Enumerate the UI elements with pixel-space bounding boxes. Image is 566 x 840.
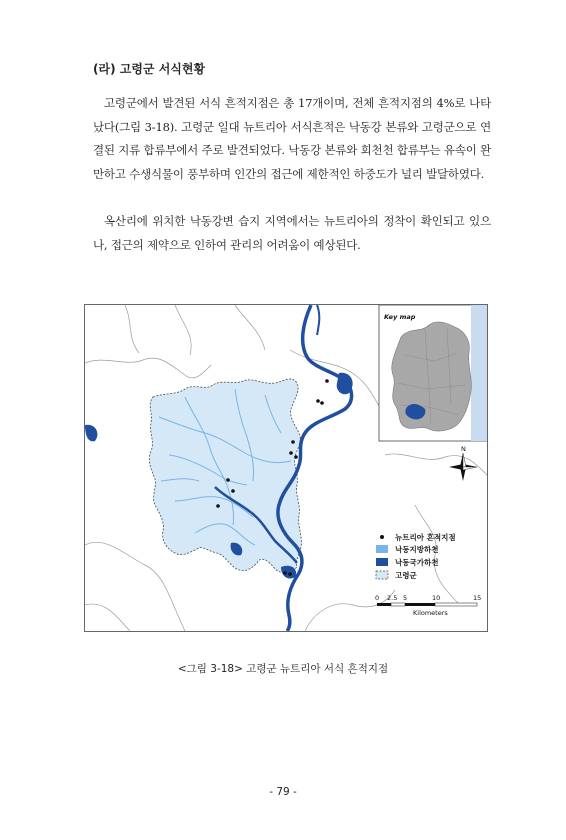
nutria-point <box>289 451 293 455</box>
scale-tick-3: 10 <box>432 594 441 602</box>
nutria-point <box>216 504 220 508</box>
scale-tick-2: 5 <box>403 594 408 602</box>
scale-tick-4: 15 <box>473 594 482 602</box>
nutria-point <box>316 399 320 403</box>
svg-text:N: N <box>461 445 466 453</box>
nutria-point <box>325 379 329 383</box>
nutria-point <box>291 440 295 444</box>
scale-tick-0: 0 <box>375 594 380 602</box>
figure-caption: <그림 3-18> 고령군 뉴트리아 서식 흔적지점 <box>177 663 389 675</box>
page-number: - 79 - <box>269 786 297 798</box>
keymap-province <box>392 322 472 431</box>
legend-label-points: 뉴트리아 흔적지점 <box>395 533 456 542</box>
paragraph-2-text: 옥산리에 위치한 낙동강변 습지 지역에서는 뉴트리아의 정착이 확인되고 있으나, 접근의 제약으로 인하여 관리의 어려움이 예상된다. <box>93 214 491 252</box>
river-pool-west <box>85 425 97 442</box>
key-map-label: Key map <box>384 313 416 321</box>
key-map-inset <box>379 305 487 441</box>
legend <box>376 532 456 580</box>
nutria-point <box>288 572 292 576</box>
paragraph-1 <box>93 92 491 186</box>
legend-label-local-river: 낙동지방하천 <box>395 545 439 554</box>
legend-boundary-icon <box>376 571 388 579</box>
north-arrow-icon <box>449 445 477 481</box>
map-svg <box>85 305 487 631</box>
paragraph-1-text: 고령군에서 발견된 서식 흔적지점은 총 17개이며, 전체 흔적지점의 4%로 나타났다(그림 3-18). 고령군 일대 뉴트리아 서식흔적은 낙동강 본류와 고령군으로 연결된 지류 합류부에서 주로 발견되었다. 낙동강 본류와 회천천 합류부는 유속이 완만하고 수생식물이 풍부하며 인간의 접근에 제한적인 하중도가 널리 발달하였다. <box>93 96 492 181</box>
legend-label-national-river: 낙동국가하천 <box>395 558 439 567</box>
scale-unit: Kilometers <box>413 609 448 617</box>
scale-bar <box>375 594 481 617</box>
river-pool-north <box>337 373 353 394</box>
nutria-map-figure <box>84 304 488 632</box>
legend-point-icon <box>380 535 384 539</box>
nutria-point <box>294 455 298 459</box>
legend-label-boundary: 고령군 <box>395 571 417 580</box>
nutria-point <box>320 401 324 405</box>
legend-local-river-icon <box>376 545 388 553</box>
section-heading: (라) 고령군 서식현황 <box>93 62 206 76</box>
nutria-point <box>283 571 287 575</box>
scale-tick-1: 2.5 <box>387 594 398 602</box>
paragraph-2 <box>93 210 491 257</box>
legend-national-river-icon <box>376 558 388 566</box>
nutria-point <box>226 478 230 482</box>
nutria-point <box>231 489 235 493</box>
